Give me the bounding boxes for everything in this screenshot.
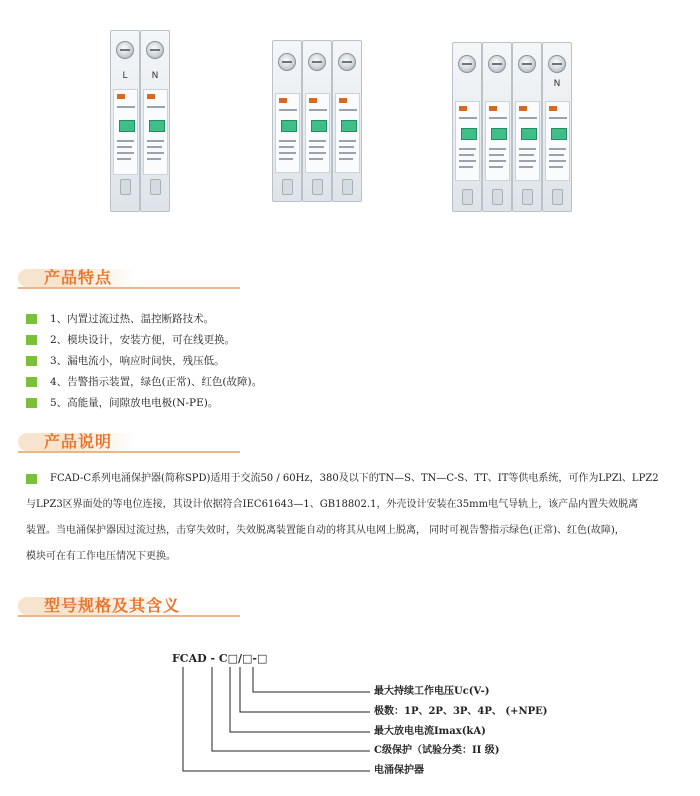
din-clip-icon — [312, 179, 323, 195]
bullet-square-icon — [26, 335, 37, 345]
terminal-screw-icon — [458, 55, 476, 73]
model-code: FCAD - C□/□-□ — [172, 652, 268, 665]
description-line — [26, 496, 686, 522]
spd-module — [110, 30, 140, 212]
module-face — [545, 101, 570, 181]
spd-module — [140, 30, 170, 212]
description-line — [26, 470, 686, 496]
brand-logo-icon — [339, 98, 347, 103]
din-clip-icon — [342, 179, 353, 195]
brand-logo-icon — [279, 98, 287, 103]
brand-logo-icon — [147, 94, 155, 99]
terminal-screw-icon — [116, 41, 134, 59]
din-clip-icon — [150, 179, 161, 195]
bullet-square-icon — [26, 474, 37, 484]
din-clip-icon — [522, 189, 533, 205]
spec-uc: 最大持续工作电压Uc(V-) — [374, 686, 490, 697]
spd-4-pole-image — [452, 42, 572, 212]
brand-logo-icon — [549, 106, 557, 111]
spd-module — [272, 40, 302, 202]
din-clip-icon — [462, 189, 473, 205]
description-text: FCAD-C系列电涌保护器(简称SPD)适用于交流50 / 60Hz，380及以下的TN—S、TN—C-S、TT、IT等供电系统，可作为LPZl、LPZ2 — [50, 473, 659, 484]
status-window-icon — [491, 128, 507, 140]
description-text: 装置。当电涌保护器因过流过热，击穿失效时，失效脱离装置能自动的将其从电网上脱离， 同时可视告警指示绿色(正常)、红色(故障)， — [26, 525, 625, 536]
spd-module — [542, 42, 572, 212]
feature-text: 3、漏电流小，响应时间快，残压低。 — [50, 355, 225, 367]
model-heading — [18, 597, 240, 617]
description-heading — [18, 433, 240, 453]
terminal-screw-icon — [338, 53, 356, 71]
status-window-icon — [281, 120, 297, 132]
din-clip-icon — [282, 179, 293, 195]
spd-module — [302, 40, 332, 202]
terminal-screw-icon — [548, 55, 566, 73]
module-face — [485, 101, 510, 181]
feature-text: 4、告警指示装置，绿色(正常)、红色(故障)。 — [50, 376, 263, 388]
spd-module — [452, 42, 482, 212]
spd-module — [512, 42, 542, 212]
spd-module — [332, 40, 362, 202]
status-window-icon — [341, 120, 357, 132]
status-window-icon — [551, 128, 567, 140]
brand-logo-icon — [519, 106, 527, 111]
status-window-icon — [311, 120, 327, 132]
description-line — [26, 522, 686, 548]
spd-2-pole-image — [110, 30, 170, 212]
status-window-icon — [149, 120, 165, 132]
din-clip-icon — [492, 189, 503, 205]
description-text: 模块可在有工作电压情况下更换。 — [26, 551, 176, 562]
spec-imax: 最大放电电流Imax(kA) — [374, 726, 486, 737]
module-face — [305, 93, 330, 173]
features-heading — [18, 269, 240, 289]
status-window-icon — [119, 120, 135, 132]
bullet-square-icon — [26, 377, 37, 387]
brand-logo-icon — [309, 98, 317, 103]
pole-label: N — [151, 71, 159, 81]
bullet-square-icon — [26, 398, 37, 408]
din-clip-icon — [120, 179, 131, 195]
terminal-screw-icon — [278, 53, 296, 71]
pole-label: N — [553, 79, 561, 89]
description-line — [26, 548, 686, 574]
feature-text: 5、高能量，间隙放电电极(N-PE)。 — [50, 397, 219, 409]
bullet-square-icon — [26, 356, 37, 366]
product-photos — [0, 0, 700, 260]
feature-text: 1、内置过流过热、温控断路技术。 — [50, 313, 215, 325]
brand-logo-icon — [459, 106, 467, 111]
module-face — [335, 93, 360, 173]
model-title: 型号规格及其含义 — [44, 596, 181, 615]
leader-lines — [0, 640, 700, 796]
features-title: 产品特点 — [44, 268, 113, 287]
module-face — [275, 93, 300, 173]
spec-class: C级保护（试验分类：II 级) — [374, 745, 500, 756]
status-window-icon — [461, 128, 477, 140]
spec-poles: 极数：1P、2P、3P、4P、 (+NPE) — [374, 706, 548, 717]
feature-text: 2、模块设计，安装方便，可在线更换。 — [50, 334, 236, 346]
din-clip-icon — [552, 189, 563, 205]
spd-3-pole-image — [272, 40, 362, 202]
terminal-screw-icon — [518, 55, 536, 73]
module-face — [455, 101, 480, 181]
spd-module — [482, 42, 512, 212]
module-face — [113, 89, 138, 175]
brand-logo-icon — [489, 106, 497, 111]
pole-label: L — [122, 71, 128, 81]
model-code-diagram — [0, 640, 700, 796]
spec-type: 电涌保护器 — [374, 765, 424, 776]
terminal-screw-icon — [308, 53, 326, 71]
bullet-square-icon — [26, 314, 37, 324]
status-window-icon — [521, 128, 537, 140]
module-face — [515, 101, 540, 181]
description-text: 与LPZ3区界面处的等电位连接，其设计依据符合IEC61643—1、GB18802.1，外壳设计安装在35mm电气导轨上，该产品内置失效脱离 — [26, 499, 639, 510]
terminal-screw-icon — [146, 41, 164, 59]
terminal-screw-icon — [488, 55, 506, 73]
description-body — [26, 470, 686, 574]
description-title: 产品说明 — [44, 432, 113, 451]
brand-logo-icon — [117, 94, 125, 99]
module-face — [143, 89, 168, 175]
